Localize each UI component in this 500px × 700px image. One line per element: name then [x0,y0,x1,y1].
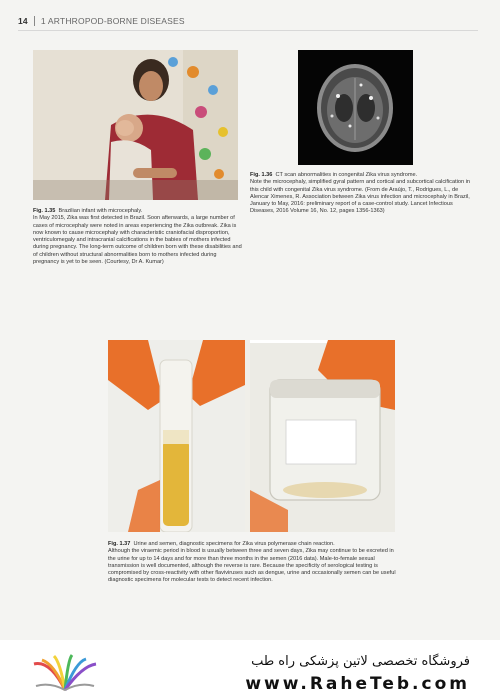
figure-title: CT scan abnormalities in congenital Zika virus syndrome. [275,172,418,178]
fig-1-37-caption [108,541,398,585]
fig-1-36-ct-scan [298,50,413,165]
figure-body: In May 2015, Zika was first detected in Brazil. Soon afterwards, a large number of cases of microcephaly were noted in areas experiencing the Zika outbreak. Zika is now known to cause microcephaly with characteristic craniofacial disproportion, ventriculomegaly and intracranial calcifications in the babies of mothers infected during pregnancy. The long-term outcome of children born with these disabilities and of children without structural abnormalities born to mothers infected during pregnancy is yet to be seen. (Courtesy, Dr A. Kumar) [33,215,242,266]
header-divider [34,16,35,26]
shop-name: فروشگاه تخصصی لاتین پزشکی راه طب [251,654,470,669]
mother-infant-photo [33,50,238,200]
figure-title: Urine and semen, diagnostic specimens for Zika virus polymerase chain reaction. [133,541,335,547]
fig-1-37-specimens [108,340,395,532]
fig-1-35-caption [33,208,243,266]
website-link[interactable]: www.RaheTeb.com [245,674,470,694]
running-header [18,14,185,28]
fig-1-35-photo [33,50,238,200]
figure-title: Brazilian infant with microcephaly. [58,208,143,214]
watermark-footer [0,640,500,700]
figure-label: Fig. 1.37 [108,541,131,547]
figure-label: Fig. 1.35 [33,208,56,214]
figure-body: Although the viraemic period in blood is usually between three and seven days, Zika may continue to be excreted in the urine for up to 14 days and for more than three months in the semen (2016 data). Male-to-female sexual transmission is well documented, although the reverse is rare. Because the specificity of serological testing is compromised by cross-reactivity with other flaviviruses such as dengue, urine and occasionally semen can be useful diagnostic specimens for molecular tests to detect recent infection. [108,548,396,584]
figure-label: Fig. 1.36 [250,172,273,178]
ct-scan-image [298,50,413,165]
page-number: 14 [18,16,28,26]
header-rule [18,30,478,31]
chapter-title: 1 ARTHROPOD-BORNE DISEASES [40,16,185,26]
fig-1-36-caption [250,172,475,216]
specimen-photos [108,340,395,532]
figure-body: Note the microcephaly, simplified gyral pattern and cortical and subcortical calcification in this child with congenital Zika virus syndrome. (From de Araújo, T., Rodrigues, L., de Alencar Ximenes, R. Association between Zika virus infection and microcephaly in Brazil, January to May, 2016: preliminary report of a case-control study. Lancet Infectious Diseases, 2016 Volume 16, No. 12, pages 1356-1363) [250,179,471,215]
rainbow-book-logo-icon [30,650,100,694]
